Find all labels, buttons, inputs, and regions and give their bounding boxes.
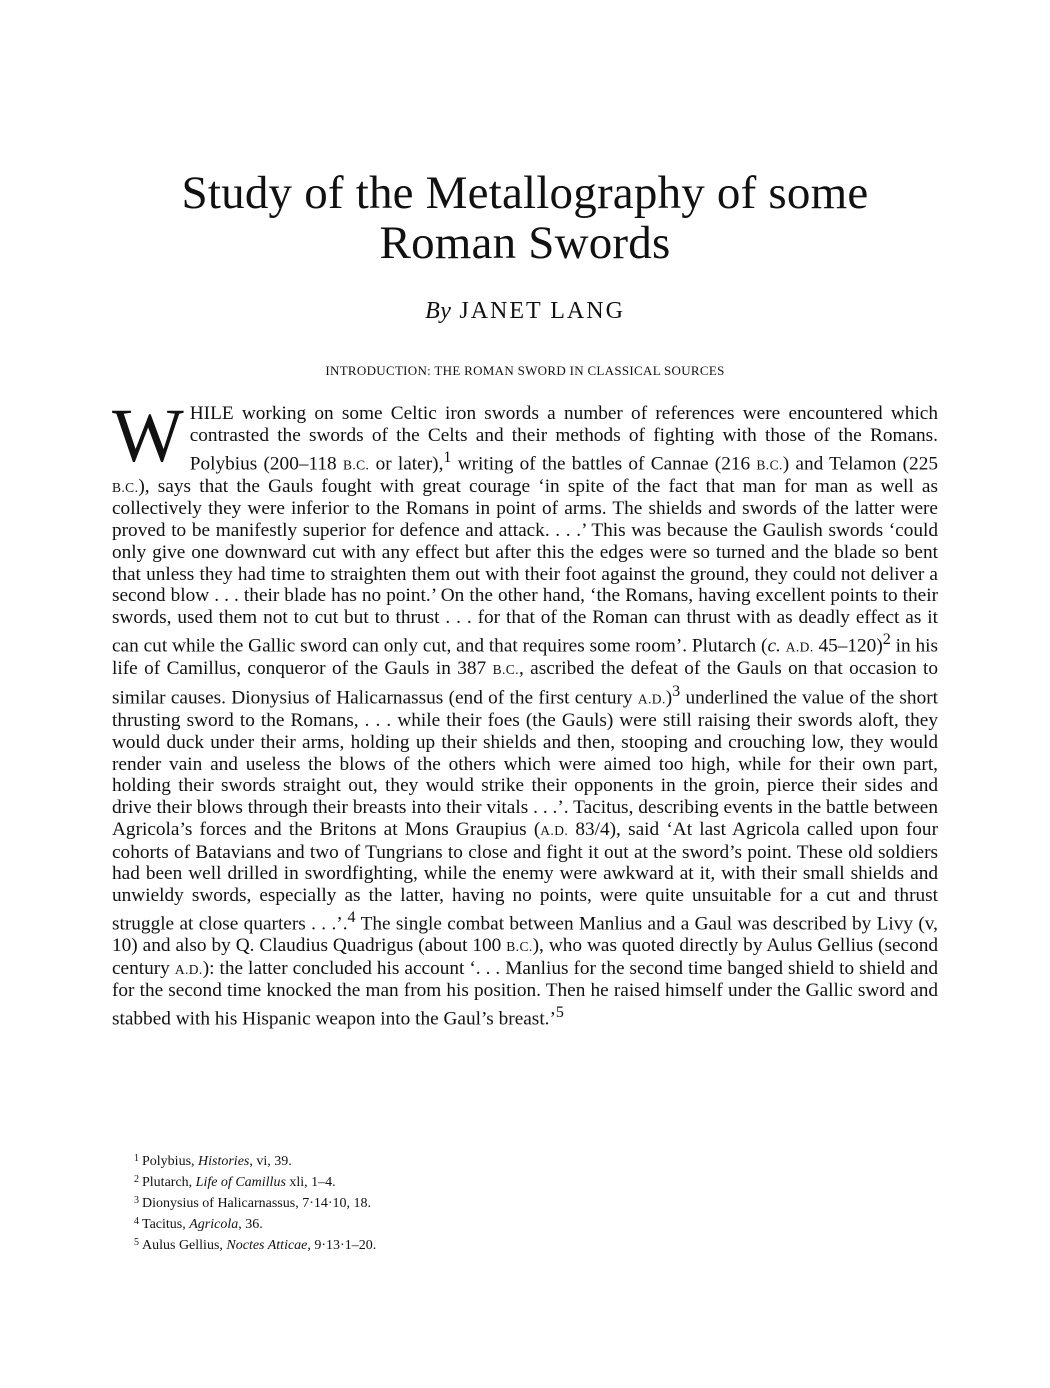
author-name: JANET LANG: [459, 298, 625, 324]
footnote-text: xli, 1–4.: [285, 1175, 336, 1190]
footnote-number: 2: [134, 1174, 139, 1185]
footnote-text: Polybius,: [142, 1154, 199, 1169]
footnote-ref-3[interactable]: 3: [672, 682, 681, 700]
text-run: , ascribed the defeat of the Gauls on that occasion to similar causes. Dionysius of Halicarnassus (end of the first century: [112, 658, 938, 709]
footnote-number: 5: [134, 1237, 139, 1248]
drop-cap: W: [112, 394, 184, 478]
article-title: Study of the Metallography of some Roman Swords: [181, 167, 869, 269]
text-run: ): the latter concluded his account ‘. . . Manlius for the second time banged shield to shield and for the second time knocked the man from his position. Then he raised himself under the Gallic sword and stabbed with his Hispanic weapon into the Gaul’s breast.’: [112, 957, 939, 1030]
footnote-work-title: Life of Camillus: [195, 1175, 286, 1190]
footnote-work-title: Agricola: [189, 1217, 239, 1232]
circa-abbrev: c.: [767, 635, 781, 657]
footnote-ref-1[interactable]: 1: [443, 448, 452, 466]
footnote-2: [134, 1171, 834, 1192]
text-run: or later),: [369, 452, 444, 474]
footnote-ref-4[interactable]: 4: [347, 908, 356, 926]
footnote-text: Aulus Gellius,: [142, 1238, 227, 1253]
text-run: HILE working on some Celtic iron swords a number of references were encountered which contrasted the swords of the Celts and their methods of fighting with those of the Romans. Polybius (200–118: [189, 403, 938, 474]
byline-by: By: [425, 298, 452, 324]
article-page: [112, 0, 938, 1388]
footnote-text: , 9·13·1–20.: [307, 1238, 377, 1253]
footnote-1: [134, 1150, 834, 1171]
era-abbrev: A.D.: [174, 961, 203, 977]
text-run: ), says that the Gauls fought with great courage ‘in spite of the fact that man for man as well as collectively they were inferior to the Romans in point of arms. The shields and swords of the latter were proved to be manifestly superior for defence and attack. . . .’ This was because the Gaulish swords ‘could only give one downward cut with any effect but after this the edges were so turned and the blade so bent that unless they had time to straighten them out with their foot against the ground, they could not deliver a second blow . . . their blade has no point.’ On the other hand, ‘the Romans, having excellent points to their swords, used them not to cut but to thrust . . . for that of the Roman can thrust with as deadly effect as it can cut while the Gallic sword can only cut, and that requires some room’. Plutarch (: [112, 475, 938, 657]
section-heading: INTRODUCTION: THE ROMAN SWORD IN CLASSICAL SOURCES: [325, 363, 725, 378]
era-abbrev: B.C.: [492, 662, 519, 678]
era-abbrev: A.D.: [785, 639, 814, 655]
footnote-number: 3: [134, 1195, 139, 1206]
footnote-text: Tacitus,: [142, 1217, 190, 1232]
era-abbrev: A.D.: [540, 822, 569, 838]
text-run: ), who was quoted directly by Aulus Gellius (second century: [112, 934, 938, 979]
text-run: 83/4), said ‘At last Agricola called upon four cohorts of Batavians and two of Tungrians to close and fight it out at the sword’s point. These old soldiers had been well drilled in swordfighting, while the enemy were awkward at it, with their small shields and unwieldy swords, especially as the latter, having no points, were quite unsuitable for a cut and thrust struggle at close quarters . . .’.: [112, 818, 938, 935]
footnote-text: , vi, 39.: [249, 1154, 292, 1169]
footnote-number: 4: [134, 1216, 139, 1227]
era-abbrev: B.C.: [342, 456, 370, 472]
byline: [112, 298, 938, 325]
footnote-3: [134, 1192, 834, 1213]
footnote-work-title: Noctes Atticae: [226, 1238, 308, 1253]
footnote-text: Dionysius of Halicarnassus, 7·14·10, 18.: [142, 1196, 372, 1211]
era-abbrev: B.C.: [506, 938, 533, 954]
text-run: writing of the battles of Cannae (216: [451, 452, 757, 474]
footnote-text: Plutarch,: [142, 1175, 196, 1190]
text-run: 45–120): [813, 635, 883, 657]
footnote-work-title: Histories: [198, 1154, 250, 1169]
footnote-5: [134, 1234, 834, 1255]
footnotes: [134, 1150, 834, 1255]
footnote-text: , 36.: [238, 1217, 263, 1232]
text-run: The single combat between Manlius and a Gaul was described by Livy (v, 10) and also by Q. Claudius Quadrigus (about 100: [112, 913, 939, 956]
era-abbrev: B.C.: [112, 479, 139, 495]
text-run: underlined the value of the short thrusting sword to the Romans, . . . while their foes (the Gauls) were still raising their swords aloft, they would duck under their arms, holding up their shields and then, stooping and crouching low, they would render vain and useless the blows of the others which were aimed too high, while for their own part, holding their swords straight out, they would strike their opponents in the groin, pierce their sides and drive their blows through their breasts into their vitals . . .’. Tacitus, describing events in the battle between Agricola’s forces and the Britons at Mons Graupius (: [112, 687, 938, 840]
footnote-number: 1: [134, 1153, 139, 1164]
text-run: ) and Telamon (225: [782, 452, 938, 474]
body-paragraph: [112, 394, 939, 1030]
text-run: ): [665, 687, 673, 709]
text-run: in his life of Camillus, conqueror of the Gauls in 387: [112, 635, 939, 680]
footnote-ref-5[interactable]: 5: [555, 1004, 564, 1022]
era-abbrev: B.C.: [756, 456, 783, 472]
footnote-4: [134, 1213, 834, 1234]
era-abbrev: A.D.: [637, 691, 666, 707]
footnote-ref-2[interactable]: 2: [882, 630, 891, 648]
